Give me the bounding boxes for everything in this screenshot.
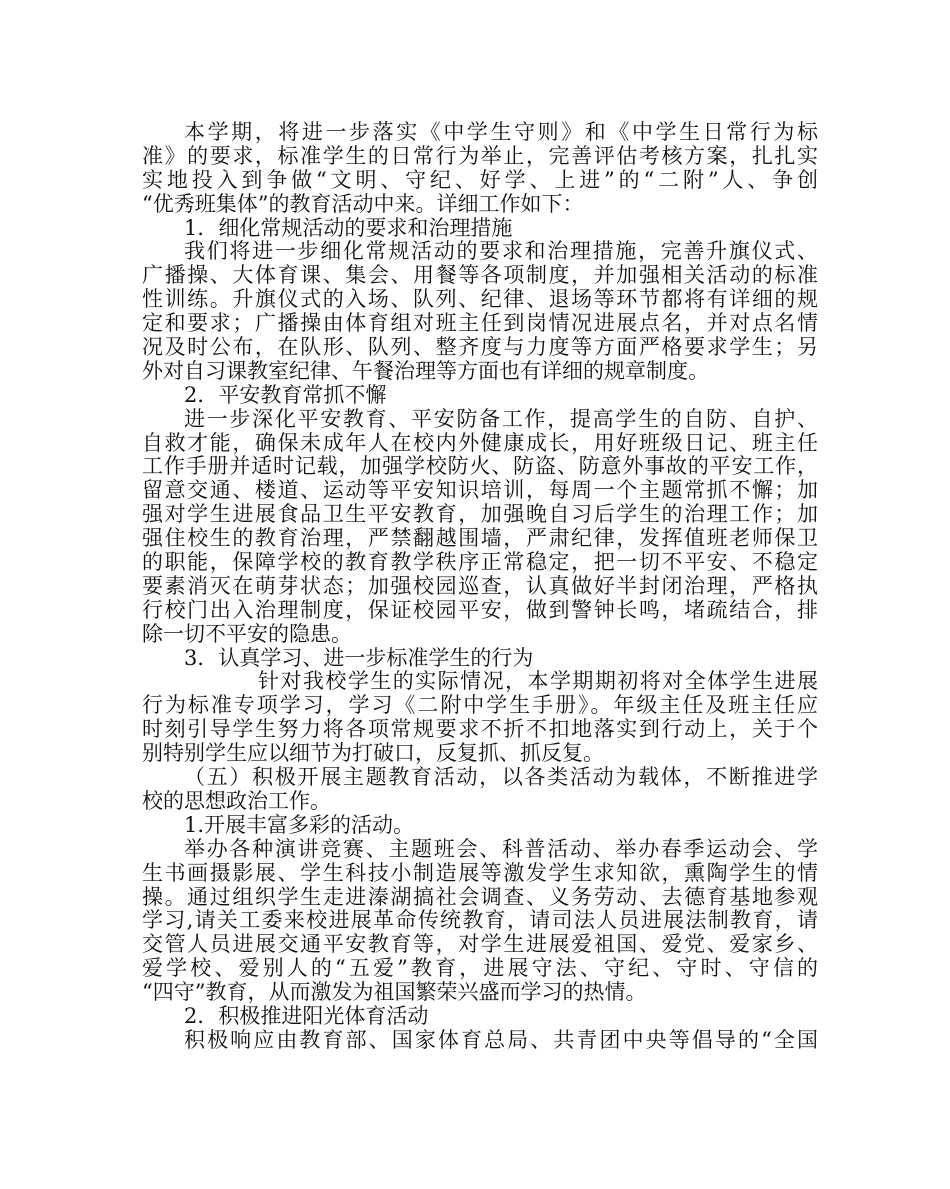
- text-line: 外对自习课教室纪律、午餐治理等方面也有详细的规章制度。: [142, 358, 709, 383]
- text-line: 留意交通、楼道、运动等平安知识培训，每周一个主题常抓不懈；加: [142, 478, 818, 503]
- text-line: 强对学生进展食品卫生平安教育，加强晚自习后学生的治理工作；加: [142, 502, 818, 527]
- text-line: 积极响应由教育部、国家体育总局、共青团中央等倡导的“全国: [184, 1027, 818, 1052]
- text-line: 学习,请关工委来校进展革命传统教育，请司法人员进展法制教育，请: [142, 908, 818, 933]
- text-line: 2．平安教育常抓不懈: [184, 382, 387, 407]
- text-line: 况及时公布，在队形、队列、整齐度与力度等方面严格要求学生；另: [142, 335, 818, 360]
- text-line: 工作手册并适时记载，加强学校防火、防盗、防意外事故的平安工作，: [142, 454, 818, 479]
- text-line: 进一步深化平安教育、平安防备工作，提高学生的自防、自护、: [184, 406, 818, 431]
- text-line: “优秀班集体”的教育活动中来。详细工作如下：: [142, 191, 584, 216]
- text-line: 本学期，将进一步落实《中学生守则》和《中学生日常行为标: [184, 120, 818, 144]
- text-line: 生书画摄影展、学生科技小制造展等激发学生求知欲，熏陶学生的情: [142, 860, 818, 885]
- text-line: （五）积极开展主题教育活动，以各类活动为载体，不断推进学: [184, 765, 818, 790]
- text-line: 1.开展丰富多彩的活动。: [184, 812, 415, 837]
- text-line: 操。通过组织学生走进溱湖搞社会调查、义务劳动、去德育基地参观: [142, 884, 818, 909]
- text-line: 强住校生的教育治理，严禁翻越围墙，严肃纪律，发挥值班老师保卫: [142, 526, 818, 551]
- text-line: 1．细化常规活动的要求和治理措施: [184, 215, 513, 240]
- text-line: 性训练。升旗仪式的入场、队列、纪律、退场等环节都将有详细的规: [142, 287, 818, 312]
- text-line: 广播操、大体育课、集会、用餐等各项制度，并加强相关活动的标准: [142, 263, 818, 288]
- text-line: 校的思想政治工作。: [142, 788, 331, 813]
- text-line: 针对我校学生的实际情况，本学期期初将对全体学生进展: [258, 669, 818, 694]
- text-line: 定和要求；广播操由体育组对班主任到岗情况进展点名，并对点名情: [142, 311, 818, 336]
- text-line: 行校门出入治理制度，保证校园平安，做到警钟长鸣，堵疏结合，排: [142, 597, 818, 622]
- text-line: 3．认真学习、进一步标准学生的行为: [184, 645, 534, 670]
- text-line: 的职能，保障学校的教育教学秩序正常稳定，把一切不平安、不稳定: [142, 550, 818, 575]
- text-line: 时刻引导学生努力将各项常规要求不折不扣地落实到行动上，关于个: [142, 717, 818, 742]
- text-line: 爱学校、爱别人的“五爱”教育，进展守法、守纪、守时、守信的: [142, 956, 818, 981]
- text-line: 行为标准专项学习，学习《二附中学生手册》。年级主任及班主任应: [142, 693, 818, 718]
- text-line: 除一切不平安的隐患。: [142, 621, 352, 646]
- text-line: 实地投入到争做“文明、守纪、好学、上进”的“二附”人、争创: [142, 167, 818, 192]
- text-line: 准》的要求，标准学生的日常行为举止，完善评估考核方案，扎扎实: [142, 143, 818, 168]
- text-line: 别特别学生应以细节为打破口，反复抓、抓反复。: [142, 741, 604, 766]
- text-line: 2．积极推进阳光体育活动: [184, 1003, 429, 1028]
- text-line: “四守”教育，从而激发为祖国繁荣兴盛而学习的热情。: [142, 980, 647, 1005]
- text-line: 自救才能，确保未成年人在校内外健康成长，用好班级日记、班主任: [142, 430, 818, 455]
- text-line: 我们将进一步细化常规活动的要求和治理措施，完善升旗仪式、: [184, 239, 818, 264]
- document-body: [142, 121, 818, 1053]
- text-line: 要素消灭在萌芽状态；加强校园巡查，认真做好半封闭治理，严格执: [142, 573, 818, 598]
- text-line: 交管人员进展交通平安教育等，对学生进展爱祖国、爱党、爱家乡、: [142, 932, 818, 957]
- text-line: 举办各种演讲竞赛、主题班会、科普活动、举办春季运动会、学: [184, 836, 818, 861]
